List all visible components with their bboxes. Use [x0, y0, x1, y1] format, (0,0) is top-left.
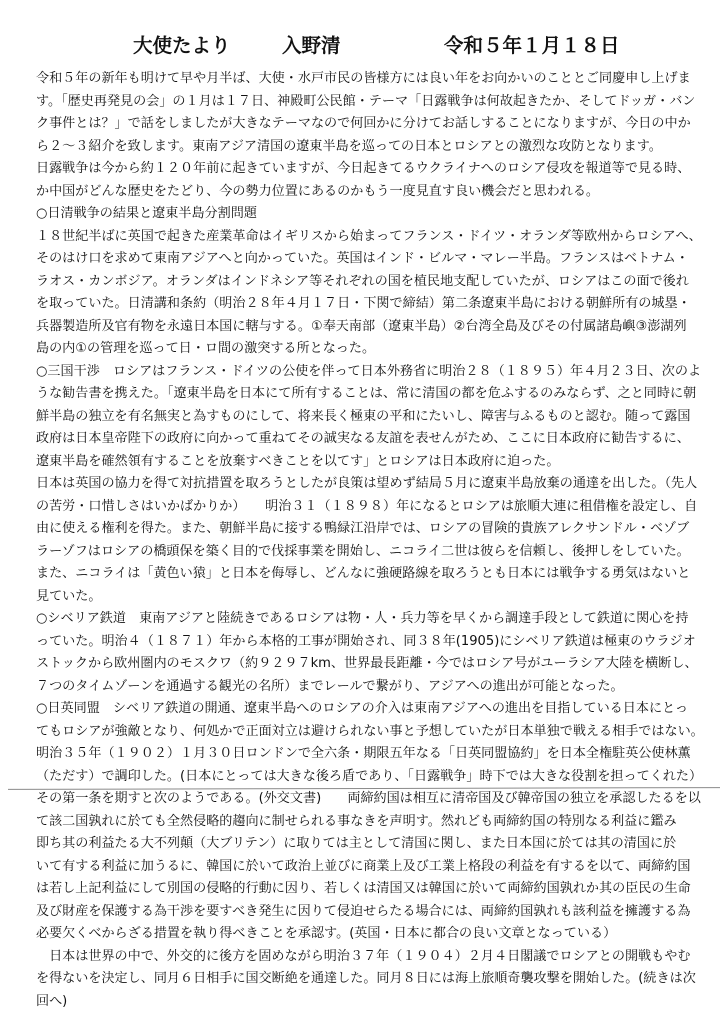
text-line: 日露戦争は今から約１２０年前に起きていますが、今日起きてるウクライナへのロシア侵攻を報道等で見る時、 [36, 161, 691, 176]
text-line: 令和５年の新年も明けて早や月半ば、大使・水戸市民の皆様方には良い年をお向かいのこととご同慶申し上げま [36, 71, 691, 86]
text-line: 日本は世界の中で、外交的に後方を固めながら明治３７年（１９０４）２月４日閣議でロシアとの開戦もやむ [36, 948, 691, 964]
text-line: か中国がどんな歴史をたどり、今の勢力位置にあるのかもう一度見直す良い機会だと思われる。 [36, 183, 600, 199]
text-line: 即ち其の利益たる大不列顛（大ブリテン）に取りては主として清国に関し、また日本国に於ては其の清国に於 [36, 836, 677, 851]
section-heading-line: ○シベリア鉄道 東南アジアと陸続きであるロシアは物・人・兵力等を早くから調達手段として鉄道に関心を持 [36, 611, 689, 626]
text-line: は若し上記利益にして別国の侵略的行動に因り、若しくは清国又は韓国に於いて両締約国孰れか其の臣民の生命 [36, 881, 691, 896]
text-line: て該二国孰れに於ても全然侵略的趨向に制せられる事なきを声明す。然れども両締約国の特別なる利益に鑑み [36, 813, 677, 829]
text-line: 遼東半島を確然領有することを放棄すべきことを以てす」とロシアは日本政府に迫った。 [36, 453, 560, 469]
text-line: うな勧告書を携えた。「遼東半島を日本にて所有することは、常に清国の都を危ふするのみならず、之と同時に朝 [36, 386, 697, 401]
text-line: 日本は英国の協力を得て対抗措置を取ろうとしたが良策は望めず結局５月に遼東半島放棄の通達を出した。（先人 [36, 476, 698, 491]
text-line: っていた。明治４（１８７１）年から本格的工事が開始され、同３８年(1905)にシベリア鉄道は極東のウラジオ [36, 633, 696, 649]
text-line: いて有する利益に加うるに、韓国に於いて政治上並びに商業上及び工業上格段の利益を有するを以て、両締約国 [36, 858, 691, 874]
text-line: そのはけ口を求めて東南アジアへと向かっていた。英国はインド・ビルマ・マレー半島。フランスはベトナム・ [36, 251, 689, 266]
text-line: 政府は日本皇帝陛下の政府に向かって重ねてその誠実なる友誼を表せんがため、ここに日本政府に勧告するに、 [36, 431, 690, 446]
text-line: １８世紀半ばに英国で起きた産業革命はイギリスから始まってフランス・ドイツ・オランダ等欧州からロシアへ、 [36, 228, 702, 244]
newsletter-header [0, 33, 724, 59]
section-heading-line: ○三国干渉 ロシアはフランス・ドイツの公使を伴って日本外務省に明治２８（１８９５）年４月２３日、次のよ [36, 363, 702, 379]
text-line: 島の内①の管理を巡って日・ロ間の激突する所となった。 [36, 341, 376, 356]
text-line: ストックから欧州圏内のモスクワ（約９２９７km、世界最長距離・今ではロシア号がユーラシア大陸を横断し、 [36, 656, 698, 671]
text-line: 及び財産を保護する為干渉を要すべき発生に因りて侵迫せらたる場合には、両締約国孰れも該利益を擁護する為 [36, 903, 691, 919]
text-line: を得ないを決定し、同月６日相手に国交断絶を通達した。同月８日には海上旅順奇襲攻撃を開始した。(続きは次 [36, 971, 696, 986]
text-line: 由に使える権利を得た。また、朝鮮半島に接する鴨緑江沿岸では、ロシアの冒険的貴族アレクサンドル・ベゾブ [36, 521, 690, 536]
text-line: また、ニコライは「黄色い猿」と日本を侮辱し、どんなに強硬路線を取ろうとも日本には戦争する勇気はないと [36, 566, 691, 581]
text-line: す。「歴史再発見の会」の１月は１７日、神殿町公民館・テーマ「日露戦争は何故起きたか、そしてドッガ・バン [36, 93, 696, 109]
text-line: ７つのタイムゾーンを通過する観光の名所）までレールで繋がり、アジアへの進出が可能となった。 [36, 678, 624, 694]
text-line: （ただす）で調印した。(日本にとっては大きな後ろ盾であり、「日露戦争」時下では大きな役割を担ってくれた） [36, 768, 703, 784]
text-line: ラオス・カンボジア。オランダはインドネシア等それぞれの国を植民地支配していたが、ロシアはこの面で後れ [36, 273, 689, 289]
text-line: ら２～３紹介を致します。東南アジア清国の遼東半島を巡っての日本とロシアとの激烈な攻防となります。 [36, 138, 662, 154]
text-line: 必要欠くべからざる措置を執り得べきことを承認す。(英国・日本に都合の良い文章となっている） [36, 926, 617, 941]
author-name: 入野清 [282, 34, 341, 57]
text-line: 鮮半島の独立を有名無実と為すものにして、将来長く極東の平和にたいし、障害与ふるものと認む。随って露国 [36, 408, 691, 424]
section-heading-line: ○日英同盟 シベリア鉄道の開通、遼東半島へのロシアの介入は東南アジアへの進出を目指している日本にとっ [36, 701, 688, 716]
text-line: 見ていた。 [36, 588, 102, 604]
text-line: 兵器製造所及官有物を永遠日本国に轄与する。①奉天南部（遼東半島）②台湾全島及びその付属諸島嶼③澎湖列 [36, 318, 687, 334]
newsletter-title: 大使たより [133, 34, 231, 57]
text-line: の苦労・口惜しさはいかばかりか） 明治３１（１８９８）年になるとロシアは旅順大連に租借権を設定し、自 [36, 498, 698, 514]
text-line: ラーゾフはロシアの橋頭保を築く目的で伐採事業を開始し、ニコライ二世は彼らを信頼し、後押しをしていた。 [36, 543, 690, 559]
issue-date: 令和５年１月１８日 [444, 34, 620, 57]
text-line: を取っていた。日清講和条約（明治２８年４月１７日・下関で締結）第二条遼東半島における朝鮮所有の城塁・ [36, 296, 691, 311]
text-line: 明治３５年（１９０２）１月３０日ロンドンで全六条・期限五年なる「日英同盟協約」を日本全権駐英公使林薫 [36, 746, 691, 761]
text-line: その第一条を期すと次のようである。(外交文書) 両締約国は相互に清帝国及び韓帝国の独立を承認したるを以 [36, 791, 701, 806]
text-line: てもロシアが強敵となり、何処かで正面対立は避けられない事と予想していたが日本単独で戦える相手ではない。 [36, 723, 704, 739]
text-line: ク事件とは？」で話をしましたが大きなテーマなので何回かに分けてお話しすることになりますが、今日の中か [36, 116, 691, 131]
body-text [36, 68, 720, 1013]
section-heading-line: ○日清戦争の結果と遼東半島分割問題 [36, 206, 257, 221]
text-line: 回へ) [36, 993, 68, 1009]
